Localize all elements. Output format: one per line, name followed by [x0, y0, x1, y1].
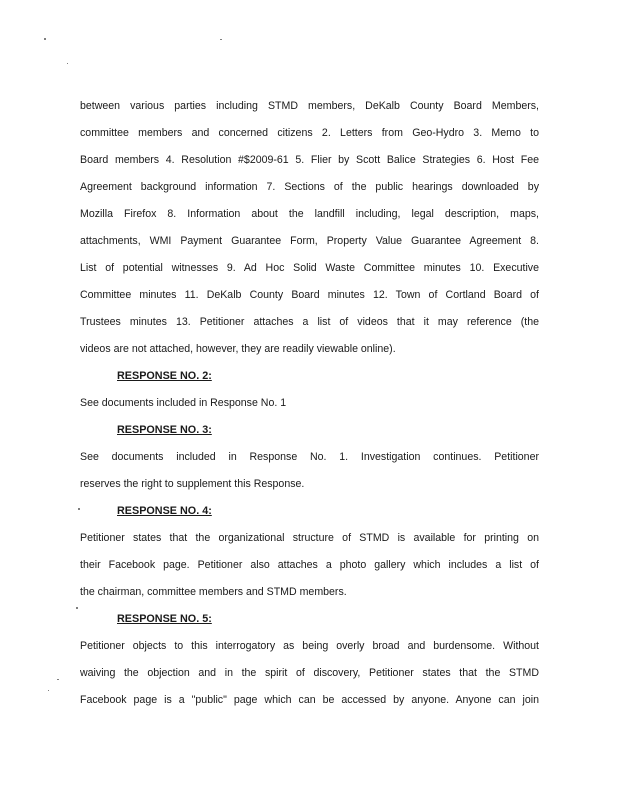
response-2-heading: RESPONSE NO. 2:	[117, 370, 212, 382]
paragraph-line: attachments, WMI Payment Guarantee Form, Property Value Guarantee Agreement 8.	[80, 235, 539, 247]
paragraph-line: Committee minutes 11. DeKalb County Board minutes 12. Town of Cortland Board of	[80, 289, 539, 301]
scan-speck	[57, 679, 59, 680]
scan-speck	[48, 690, 49, 691]
response-5-line: Petitioner objects to this interrogatory as being overly broad and burdensome. Without	[80, 640, 539, 652]
response-3-heading: RESPONSE NO. 3:	[117, 424, 212, 436]
response-3-line: See documents included in Response No. 1. Investigation continues. Petitioner	[80, 451, 539, 463]
paragraph-line: Mozilla Firefox 8. Information about the landfill including, legal description, maps,	[80, 208, 539, 220]
paragraph-line: between various parties including STMD members, DeKalb County Board Members,	[80, 100, 539, 112]
response-3-section	[80, 417, 539, 498]
response-3-line: reserves the right to supplement this Response.	[80, 478, 305, 490]
paragraph-line: Agreement background information 7. Sections of the public hearings downloaded by	[80, 181, 539, 193]
paragraph-line: List of potential witnesses 9. Ad Hoc Solid Waste Committee minutes 10. Executive	[80, 262, 539, 274]
paragraph-line: Board members 4. Resolution #$2009-61 5. Flier by Scott Balice Strategies 6. Host Fee	[80, 154, 539, 166]
interrogatory-paragraph	[80, 93, 539, 363]
scan-speck	[44, 38, 46, 40]
paragraph-line: committee members and concerned citizens 2. Letters from Geo-Hydro 3. Memo to	[80, 127, 539, 139]
paragraph-line: videos are not attached, however, they are readily viewable online).	[80, 343, 396, 355]
response-4-line: their Facebook page. Petitioner also attaches a photo gallery which includes a list of	[80, 559, 539, 571]
response-4-line: Petitioner states that the organizational structure of STMD is available for printing on	[80, 532, 539, 544]
scan-speck	[220, 39, 222, 40]
response-2-section	[80, 363, 539, 417]
response-4-line: the chairman, committee members and STMD members.	[80, 586, 347, 598]
scan-speck	[76, 607, 78, 609]
response-2-line: See documents included in Response No. 1	[80, 397, 287, 409]
document-body	[80, 93, 539, 714]
response-5-heading: RESPONSE NO. 5:	[117, 613, 212, 625]
response-4-section	[80, 498, 539, 606]
response-5-line: waiving the objection and in the spirit of discovery, Petitioner states that the STMD	[80, 667, 539, 679]
scan-speck	[67, 63, 68, 64]
response-4-heading: RESPONSE NO. 4:	[117, 505, 212, 517]
response-5-line: Facebook page is a "public" page which can be accessed by anyone. Anyone can join	[80, 694, 539, 706]
response-5-section	[80, 606, 539, 714]
paragraph-line: Trustees minutes 13. Petitioner attaches a list of videos that it may reference (the	[80, 316, 539, 328]
